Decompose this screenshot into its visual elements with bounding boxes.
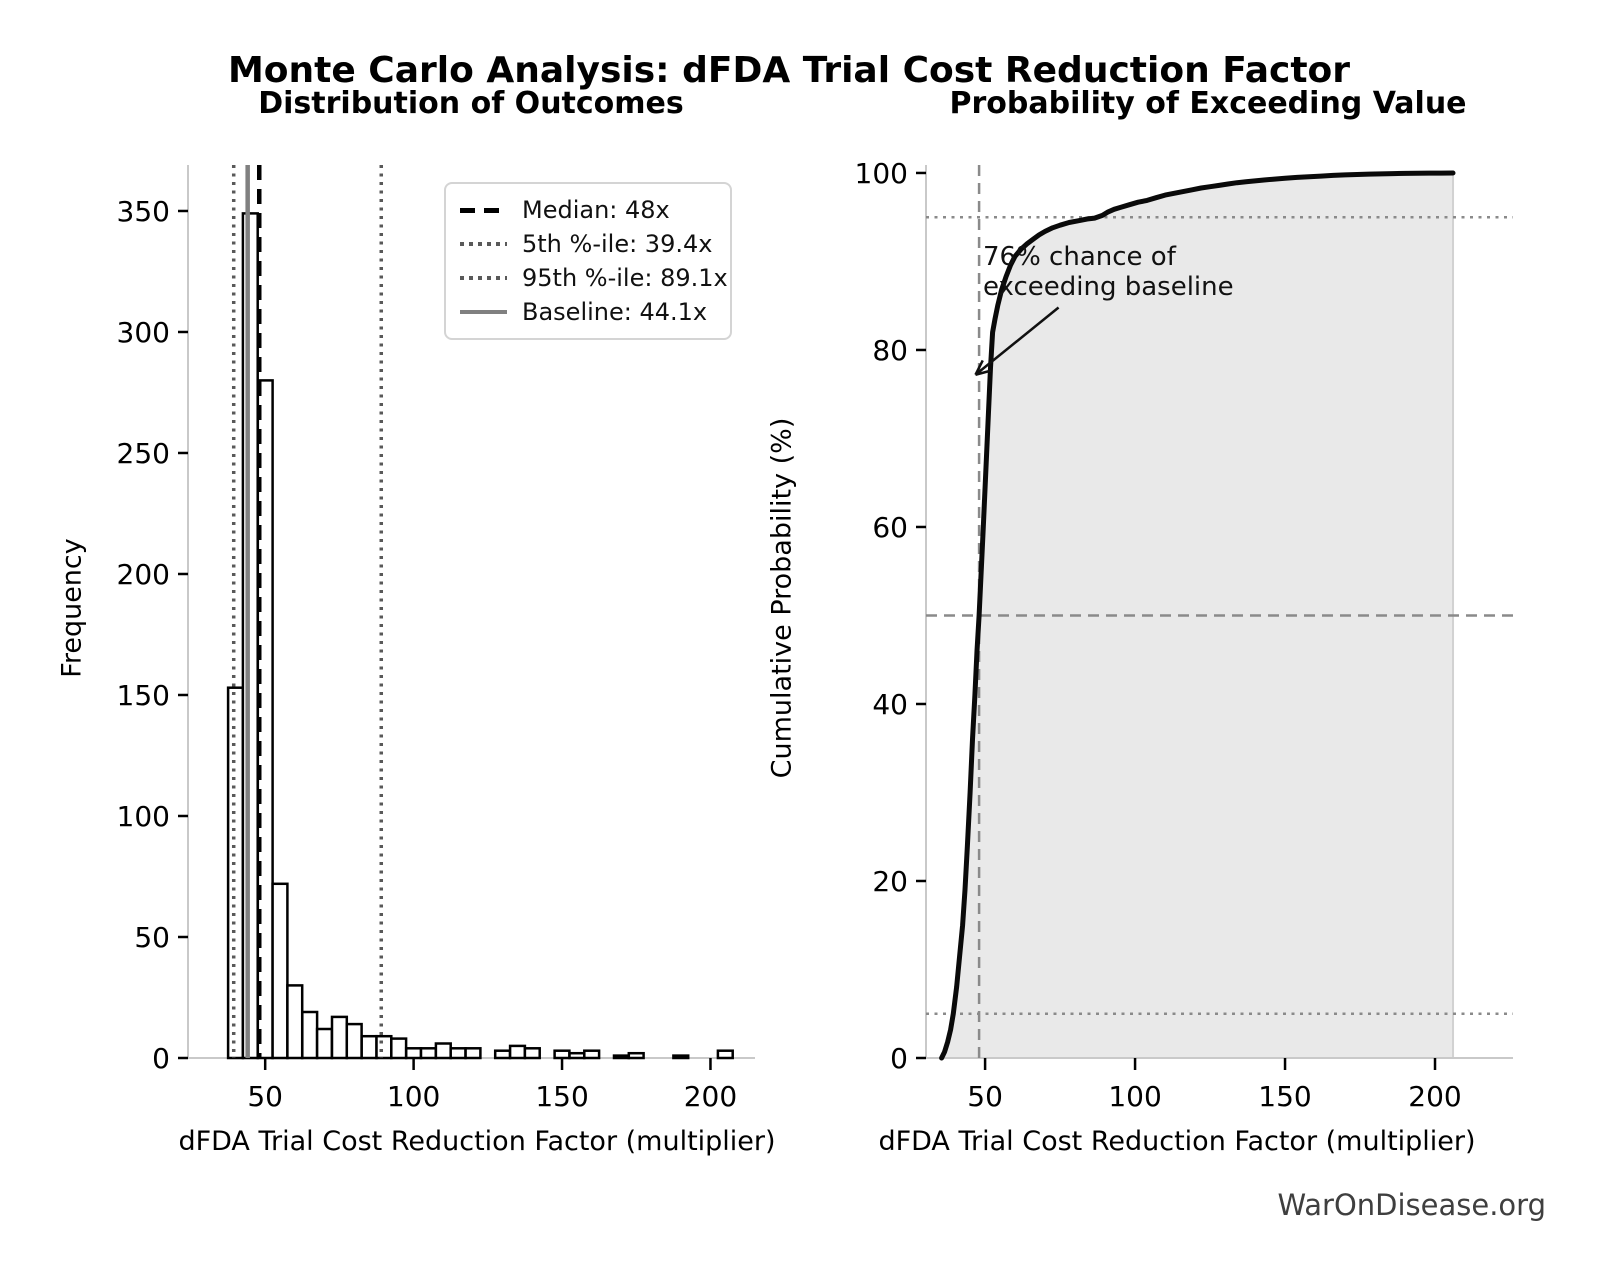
annotation-line-1: 76% chance of <box>983 242 1176 272</box>
legend <box>444 182 732 340</box>
y-tick-label: 100 <box>854 156 908 190</box>
histogram-bar <box>273 884 288 1058</box>
x-tick-label: 50 <box>247 1080 284 1113</box>
histogram-bar <box>406 1048 421 1058</box>
main-title: Monte Carlo Analysis: dFDA Trial Cost Reduction Factor <box>227 50 1351 91</box>
histogram-bar <box>317 1029 332 1058</box>
right-ylabel: Cumulative Probability (%) <box>766 417 798 779</box>
x-tick-label: 100 <box>386 1080 441 1113</box>
y-tick-label: 100 <box>116 799 170 833</box>
y-tick-label: 350 <box>116 194 170 228</box>
histogram-bar <box>570 1053 585 1058</box>
histogram-bar <box>614 1056 629 1058</box>
y-tick-label: 250 <box>116 436 170 470</box>
histogram-bar <box>451 1048 466 1058</box>
histogram-bar <box>287 985 302 1058</box>
y-tick-label: 150 <box>116 678 170 712</box>
histogram-bar <box>466 1048 481 1058</box>
y-tick-label: 20 <box>872 864 908 898</box>
x-tick-label: 50 <box>967 1080 1003 1113</box>
x-tick-label: 150 <box>535 1080 589 1113</box>
y-tick-label: 40 <box>872 687 908 721</box>
percentile95-line-swatch <box>460 276 507 280</box>
right-subplot-title: Probability of Exceeding Value <box>949 86 1467 121</box>
legend-item-95th-percentile <box>460 261 728 295</box>
y-tick-label: 50 <box>134 920 170 954</box>
legend-label: 5th %-ile: 39.4x <box>522 230 713 258</box>
histogram-bar <box>718 1051 733 1058</box>
histogram-bar <box>377 1036 392 1058</box>
histogram-bar <box>332 1017 347 1058</box>
legend-label: Median: 48x <box>522 196 670 224</box>
right-xlabel: dFDA Trial Cost Reduction Factor (multiplier) <box>878 1126 1476 1157</box>
x-tick-label: 200 <box>683 1080 738 1113</box>
y-tick-label: 200 <box>116 557 170 591</box>
histogram-bar <box>391 1039 406 1058</box>
histogram-bar <box>525 1048 540 1058</box>
x-tick-label: 200 <box>1408 1080 1462 1113</box>
histogram-bar <box>673 1056 688 1058</box>
x-tick-label: 100 <box>1108 1080 1162 1113</box>
left-xlabel: dFDA Trial Cost Reduction Factor (multiplier) <box>178 1126 776 1157</box>
left-ylabel: Frequency <box>56 538 88 678</box>
histogram-bar <box>302 1012 317 1058</box>
legend-item-median <box>460 193 716 227</box>
histogram-bar <box>555 1051 570 1058</box>
histogram-bar <box>243 213 258 1058</box>
annotation-76-percent <box>983 242 1234 302</box>
y-tick-label: 0 <box>890 1042 908 1075</box>
histogram-bar <box>228 688 243 1058</box>
legend-item-5th-percentile <box>460 227 716 261</box>
x-tick-label: 150 <box>1258 1080 1312 1113</box>
histogram-bar <box>362 1036 377 1058</box>
legend-label: 95th %-ile: 89.1x <box>522 264 728 292</box>
histogram-bar <box>421 1048 436 1058</box>
median-line-swatch <box>460 208 507 213</box>
legend-label: Baseline: 44.1x <box>522 298 708 326</box>
percentile5-line-swatch <box>460 242 507 246</box>
y-tick-label: 60 <box>872 510 908 544</box>
histogram-bar <box>495 1051 510 1058</box>
annotation-line-2: exceeding baseline <box>983 272 1234 302</box>
source-watermark: WarOnDisease.org <box>1277 1188 1546 1222</box>
histogram-bar <box>584 1051 599 1058</box>
baseline-line-swatch <box>460 310 507 314</box>
histogram-bar <box>436 1044 451 1059</box>
legend-item-baseline <box>460 295 716 329</box>
left-subplot-title: Distribution of Outcomes <box>258 86 684 121</box>
histogram-bar <box>510 1046 525 1058</box>
histogram-bar <box>629 1053 644 1058</box>
y-tick-label: 300 <box>116 315 170 349</box>
y-tick-label: 0 <box>152 1042 170 1075</box>
histogram-bar <box>347 1024 362 1058</box>
y-tick-label: 80 <box>872 333 908 367</box>
